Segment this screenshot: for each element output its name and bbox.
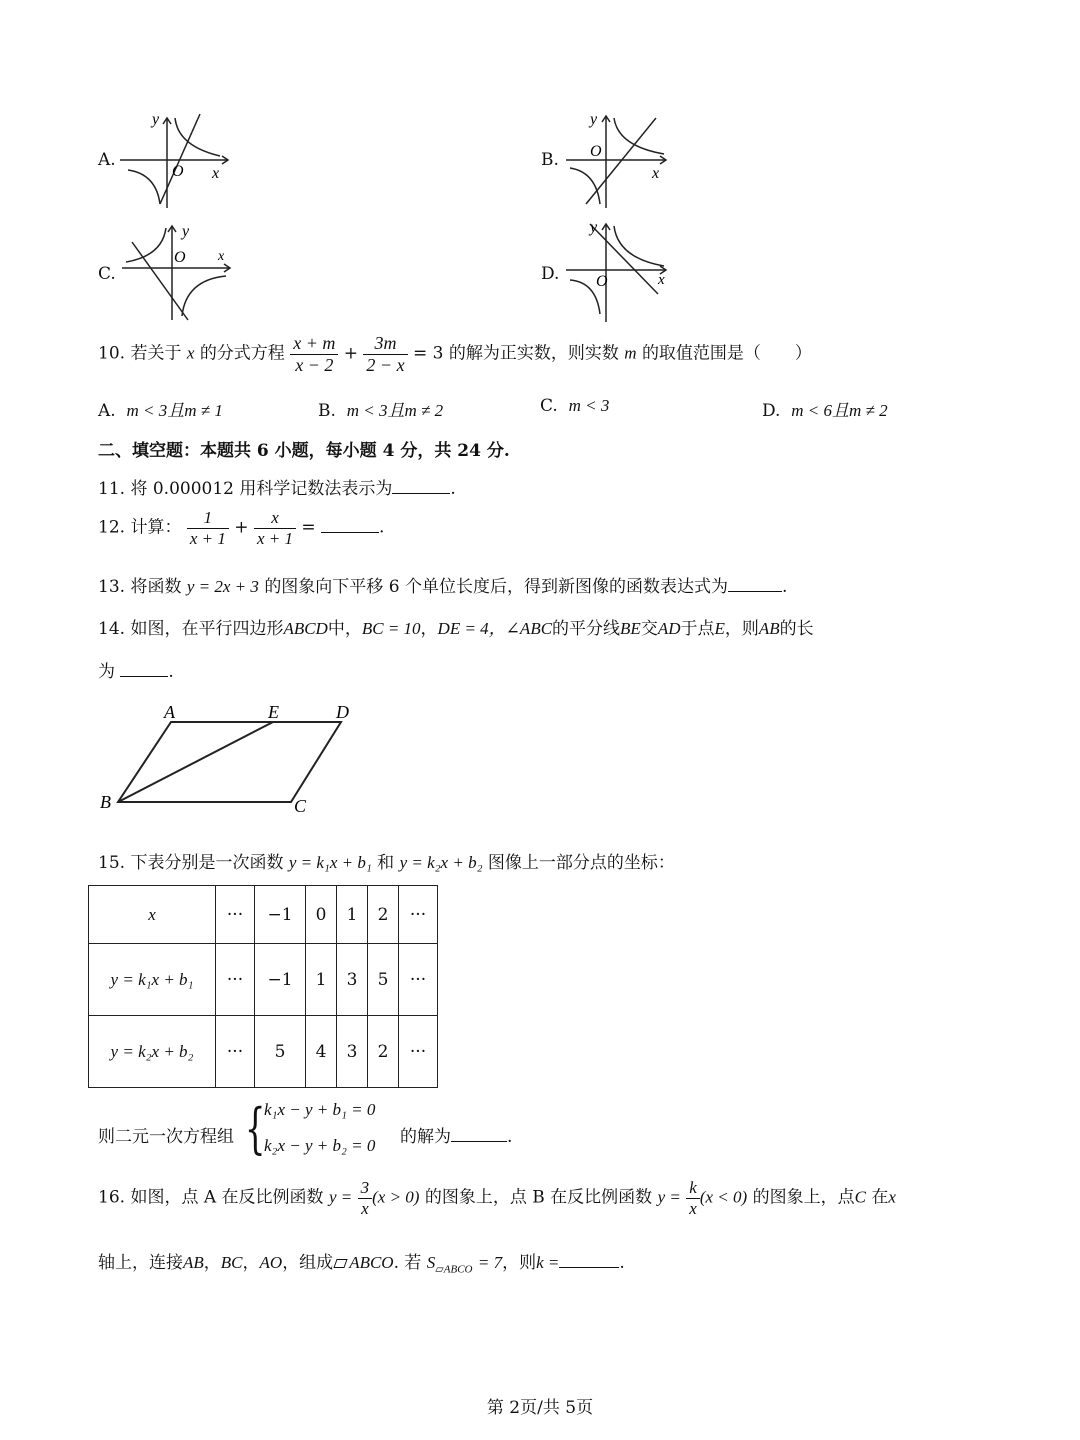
table-cell: ··· bbox=[216, 886, 255, 944]
table-row bbox=[89, 886, 438, 944]
table-cell: 4 bbox=[306, 1016, 337, 1088]
q16-fraction-2: $\frac{k}{x}$ bbox=[686, 1178, 700, 1218]
q9-option-a-label: A. bbox=[98, 150, 116, 170]
table-cell: 1 bbox=[337, 886, 368, 944]
q9-option-a-graph bbox=[120, 108, 235, 208]
answer-blank[interactable] bbox=[451, 1127, 507, 1142]
line-graph bbox=[160, 114, 200, 204]
table-cell: 1 bbox=[306, 944, 337, 1016]
answer-blank[interactable] bbox=[559, 1253, 619, 1268]
table-cell: ··· bbox=[216, 944, 255, 1016]
table-row bbox=[89, 1016, 438, 1088]
hyperbola-branch bbox=[175, 118, 220, 156]
segment-be bbox=[118, 722, 273, 802]
origin-label: O bbox=[590, 143, 602, 160]
q12-fraction-1: $\frac{1}{x + 1}$ bbox=[187, 508, 229, 548]
point-label-e: E bbox=[268, 702, 279, 722]
table-header-cell: x bbox=[89, 886, 216, 944]
table-header-cell: y = k₂x + b₂ bbox=[89, 1016, 216, 1088]
q9-option-b-graph bbox=[566, 108, 676, 208]
q13-question: 13. 将函数 y = 2x + 3 的图象向下平移 6 个单位长度后，得到新图像的函数表达式为 . bbox=[98, 577, 788, 597]
answer-blank[interactable] bbox=[392, 479, 450, 494]
table-cell: ··· bbox=[399, 1016, 438, 1088]
origin-label: O bbox=[596, 273, 608, 290]
page-number: 第 2页/共 5页 bbox=[486, 1398, 594, 1418]
q9-option-c-graph bbox=[122, 220, 237, 322]
q10-fraction-2: $\frac{3m}{2 - x}$ bbox=[363, 333, 407, 375]
q15-question: 15. 下表分别是一次函数 y = k₁x + b₁ 和 y = k₂x + b₂ 图像上一部分点的坐标： bbox=[98, 853, 675, 873]
table-cell: −1 bbox=[255, 886, 306, 944]
x-label: x bbox=[652, 165, 660, 182]
q10-plus: + bbox=[343, 343, 359, 364]
y-label: y bbox=[182, 223, 190, 240]
brace-icon: { bbox=[244, 1097, 266, 1160]
parallelogram-figure bbox=[96, 700, 366, 820]
parallelogram-icon bbox=[334, 1259, 348, 1268]
coordinates-table bbox=[88, 885, 438, 1088]
q9-option-b-label: B. bbox=[541, 150, 559, 170]
answer-blank[interactable] bbox=[120, 662, 168, 677]
q10-equals: = 3 bbox=[412, 343, 444, 364]
q10-option-c: C. m < 3 bbox=[540, 396, 610, 416]
q10-option-b: B. m < 3且m ≠ 2 bbox=[318, 401, 444, 421]
table-cell: ··· bbox=[399, 944, 438, 1016]
table-cell: 2 bbox=[368, 1016, 399, 1088]
q10-text: 的分式方程 bbox=[199, 343, 285, 364]
origin-label: O bbox=[174, 249, 186, 266]
x-label: x bbox=[212, 165, 220, 182]
q10-number: 10. bbox=[98, 343, 126, 364]
y-label: y bbox=[152, 111, 160, 128]
q10-option-a: A. m < 3且m ≠ 1 bbox=[98, 401, 223, 421]
q10-text: 的解为正实数，则实数 bbox=[448, 343, 619, 364]
table-header-cell: y = k₁x + b₁ bbox=[89, 944, 216, 1016]
q15-equation-2: k₂x − y + b₂ = 0 bbox=[264, 1136, 376, 1155]
q10-text: 的取值范围是（ ） bbox=[641, 343, 812, 364]
parallelogram-abcd bbox=[118, 722, 341, 802]
q11-question: 11. 将 0.000012 用科学记数法表示为 . bbox=[98, 479, 456, 499]
q12-question: 12. 计算： $\frac{1}{x + 1}$ + $\frac{x}{x + 1}$ = . bbox=[98, 508, 385, 548]
x-label: x bbox=[658, 272, 665, 288]
q14-question: 14. 如图，在平行四边形ABCD中，BC = 10，DE = 4，∠ABC的平分线BE交AD于点E，则AB的长 bbox=[98, 619, 814, 639]
point-label-a: A bbox=[164, 702, 175, 722]
q10-question bbox=[98, 333, 812, 375]
hyperbola-branch bbox=[128, 170, 160, 204]
answer-blank[interactable] bbox=[728, 577, 782, 592]
table-cell: ··· bbox=[216, 1016, 255, 1088]
q16-question-line2: 轴上，连接AB，BC，AO，组成 ABCO. 若 $S_{▱ABCO} = 7$，则k = . bbox=[98, 1253, 625, 1276]
x-label: x bbox=[218, 249, 225, 264]
table-cell: 3 bbox=[337, 944, 368, 1016]
q10-fraction-1: $\frac{x + m}{x - 2}$ bbox=[290, 333, 338, 375]
table-cell: 3 bbox=[337, 1016, 368, 1088]
q10-var-m: m bbox=[624, 343, 637, 363]
q16-fraction-1: $\frac{3}{x}$ bbox=[358, 1178, 373, 1218]
q15-text: 则二元一次方程组 bbox=[98, 1127, 234, 1147]
q16-question: 16. 如图，点 A 在反比例函数 y = $\frac{3}{x}$ (x > 0) 的图象上，点 B 在反比例函数 y = $\frac{k}{x}$ (x < 0) 的图象上，点C 在x bbox=[98, 1178, 896, 1218]
q9-option-c-label: C. bbox=[98, 264, 116, 284]
q10-text: 若关于 bbox=[130, 343, 182, 364]
q9-option-d-graph bbox=[566, 218, 676, 324]
q10-option-d: D. m < 6且m ≠ 2 bbox=[762, 401, 888, 421]
q10-var: x bbox=[186, 343, 195, 363]
table-row bbox=[89, 944, 438, 1016]
table-cell: 5 bbox=[255, 1016, 306, 1088]
q15-suffix: 的解为 . bbox=[400, 1127, 513, 1147]
point-label-d: D bbox=[336, 702, 349, 722]
table-cell: 0 bbox=[306, 886, 337, 944]
y-label: y bbox=[590, 219, 598, 236]
section-heading: 二、填空题：本题共 6 小题，每小题 4 分，共 24 分. bbox=[98, 441, 510, 461]
table-cell: −1 bbox=[255, 944, 306, 1016]
origin-label: O bbox=[172, 163, 184, 180]
q15-equation-1: k₁x − y + b₁ = 0 bbox=[264, 1100, 376, 1119]
q14-question-line2: 为 . bbox=[98, 662, 174, 682]
table-cell: ··· bbox=[399, 886, 438, 944]
answer-blank[interactable] bbox=[321, 518, 379, 533]
point-label-b: B bbox=[100, 792, 111, 812]
q9-option-d-label: D. bbox=[541, 264, 560, 284]
q12-fraction-2: $\frac{x}{x + 1}$ bbox=[254, 508, 296, 548]
point-label-c: C bbox=[294, 796, 307, 816]
table-cell: 2 bbox=[368, 886, 399, 944]
table-cell: 5 bbox=[368, 944, 399, 1016]
y-label: y bbox=[590, 111, 598, 128]
